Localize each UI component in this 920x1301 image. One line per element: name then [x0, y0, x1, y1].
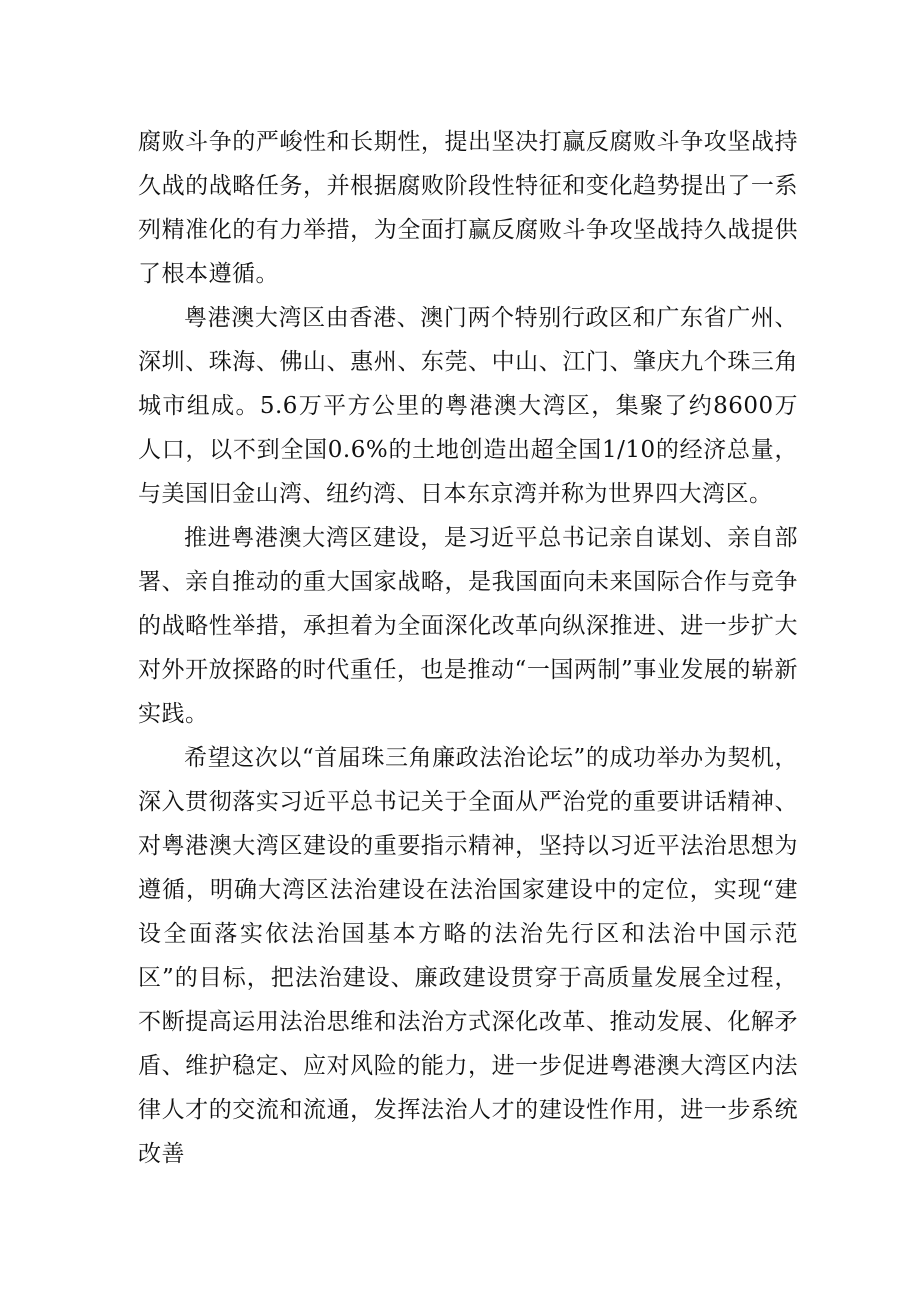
document-body	[138, 120, 798, 1176]
paragraph-national-strategy: 推进粤港澳大湾区建设，是习近平总书记亲自谋划、亲自部署、亲自推动的重大国家战略，是我国面向未来国际合作与竞争的战略性举措，承担着为全面深化改革向纵深推进、进一步扩大对外开放探路的时代重任，也是推动“一国两制”事业发展的崭新实践。	[138, 525, 798, 727]
paragraph-forum-hope: 希望这次以“首届珠三角廉政法治论坛”的成功举办为契机，深入贯彻落实习近平总书记关于全面从严治党的重要讲话精神、对粤港澳大湾区建设的重要指示精神，坚持以习近平法治思想为遵循，明确大湾区法治建设在法治国家建设中的定位，实现“建设全面落实依法治国基本方略的法治先行区和法治中国示范区”的目标，把法治建设、廉政建设贯穿于高质量发展全过程，不断提高运用法治思维和法治方式深化改革、推动发展、化解矛盾、维护稳定、应对风险的能力，进一步促进粤港澳大湾区内法律人才的交流和流通，发挥法治人才的建设性作用，进一步系统改善	[138, 745, 798, 1167]
paragraph-greater-bay-area-intro: 粤港澳大湾区由香港、澳门两个特别行政区和广东省广州、深圳、珠海、佛山、惠州、东莞、中山、江门、肇庆九个珠三角城市组成。5.6万平方公里的粤港澳大湾区，集聚了约8600万人口，以不到全国0.6%的土地创造出超全国1/10的经济总量，与美国旧金山湾、纽约湾、日本东京湾并称为世界四大湾区。	[138, 305, 798, 507]
paragraph-continued: 腐败斗争的严峻性和长期性，提出坚决打赢反腐败斗争攻坚战持久战的战略任务，并根据腐败阶段性特征和变化趋势提出了一系列精准化的有力举措，为全面打赢反腐败斗争攻坚战持久战提供了根本遵循。	[138, 129, 798, 287]
